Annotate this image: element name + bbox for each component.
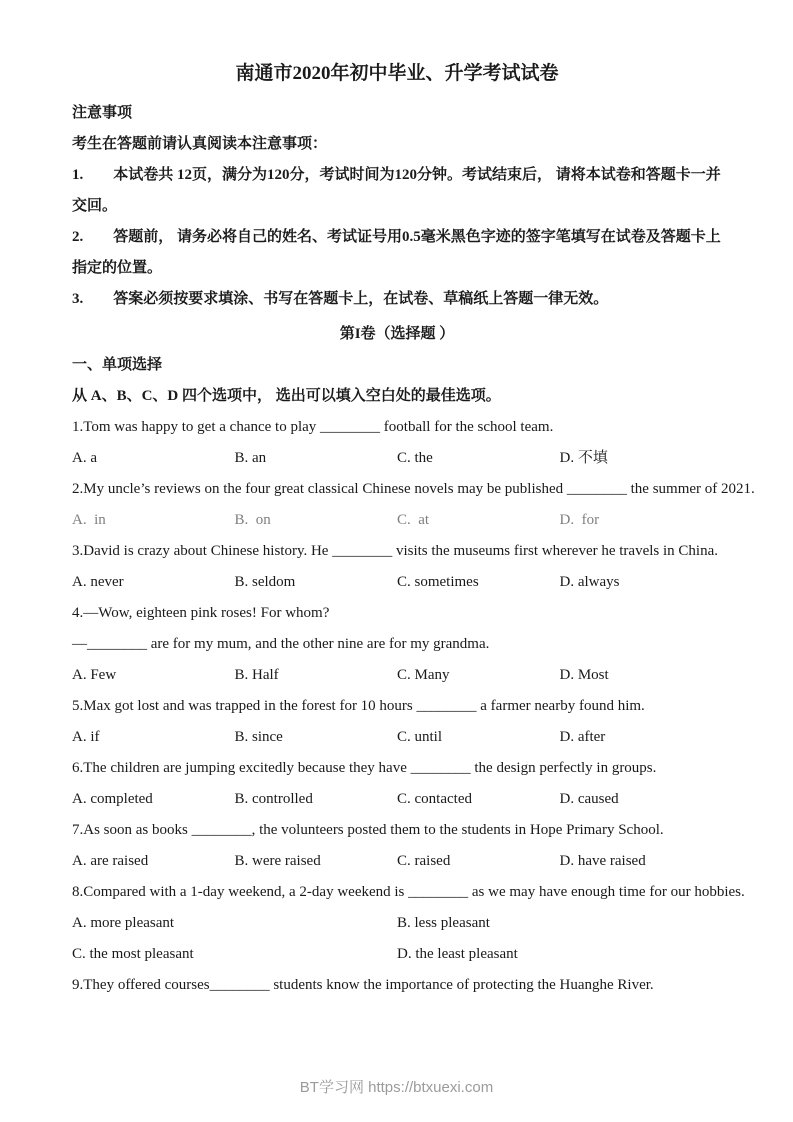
option-row bbox=[72, 722, 722, 753]
option: B. since bbox=[234, 729, 283, 745]
question-stem: 1.Tom was happy to get a chance to play ________ football for the school team. bbox=[72, 419, 554, 435]
page-title: 南通市2020年初中毕业、升学考试试卷 bbox=[235, 63, 559, 84]
option-row bbox=[72, 784, 722, 815]
option-row bbox=[72, 505, 722, 536]
option-row bbox=[72, 908, 722, 970]
part-instruction: 从 A、B、C、D 四个选项中， 选出可以填入空白处的最佳选项。 bbox=[72, 388, 501, 404]
option: B. an bbox=[234, 450, 267, 466]
option: C. the bbox=[397, 450, 433, 466]
option: B. less pleasant bbox=[397, 915, 490, 931]
option: C. at bbox=[397, 512, 430, 528]
option: A. in bbox=[72, 512, 106, 528]
question-stem: 4.—Wow, eighteen pink roses! For whom? bbox=[72, 605, 330, 621]
option: D. always bbox=[559, 574, 620, 590]
part-title: 一、单项选择 bbox=[72, 357, 163, 373]
question-stem: 3.David is crazy about Chinese history. He ________ visits the museums first wherever he travels in China. bbox=[72, 543, 718, 559]
question-stem: —________ are for my mum, and the other nine are for my grandma. bbox=[72, 636, 490, 652]
option: D. the least pleasant bbox=[397, 946, 518, 962]
notice-intro: 考生在答题前请认真阅读本注意事项： bbox=[72, 136, 328, 152]
question-2 bbox=[72, 474, 755, 536]
question-4 bbox=[72, 598, 722, 691]
option: A. Few bbox=[72, 667, 117, 683]
option: C. sometimes bbox=[397, 574, 479, 590]
option: C. the most pleasant bbox=[72, 946, 194, 962]
question-stem: 2.My uncle’s reviews on the four great classical Chinese novels may be published ________ the summer of 2021. bbox=[72, 481, 755, 497]
question-stem: 9.They offered courses________ students know the importance of protecting the Huanghe River. bbox=[72, 977, 654, 993]
option: A. more pleasant bbox=[72, 915, 175, 931]
question-8 bbox=[72, 877, 745, 970]
option: A. never bbox=[72, 574, 124, 590]
option: A. are raised bbox=[72, 853, 149, 869]
question-list bbox=[72, 412, 755, 1001]
question-7 bbox=[72, 815, 722, 877]
option: D. 不填 bbox=[559, 450, 608, 466]
option: A. a bbox=[72, 450, 97, 466]
question-stem: 7.As soon as books ________, the volunteers posted them to the students in Hope Primary School. bbox=[72, 822, 664, 838]
option: B. seldom bbox=[234, 574, 296, 590]
question-stem: 6.The children are jumping excitedly because they have ________ the design perfectly in groups. bbox=[72, 760, 657, 776]
option: D. caused bbox=[559, 791, 619, 807]
question-5 bbox=[72, 691, 722, 753]
option: B. Half bbox=[234, 667, 279, 683]
notice-item-1: 1. 本试卷共 12页，满分为120分，考试时间为120分钟。考试结束后， 请将本试卷和答题卡一并交回。 bbox=[72, 167, 721, 214]
option: A. completed bbox=[72, 791, 153, 807]
option: B. controlled bbox=[234, 791, 313, 807]
option: B. were raised bbox=[234, 853, 321, 869]
option-row bbox=[72, 660, 722, 691]
option: A. if bbox=[72, 729, 100, 745]
question-stem: 5.Max got lost and was trapped in the forest for 10 hours ________ a farmer nearby found him. bbox=[72, 698, 645, 714]
option: B. on bbox=[234, 512, 271, 528]
notice-item-2: 2. 答题前， 请务必将自己的姓名、考试证号用0.5毫米黑色字迹的签字笔填写在试卷及答题卡上指定的位置。 bbox=[72, 229, 721, 276]
option-row bbox=[72, 846, 722, 877]
option: D. Most bbox=[559, 667, 609, 683]
option: C. raised bbox=[397, 853, 451, 869]
question-9 bbox=[72, 970, 722, 1001]
notice-item-3: 3. 答案必须按要求填涂、书写在答题卡上，在试卷、草稿纸上答题一律无效。 bbox=[72, 291, 609, 307]
question-6 bbox=[72, 753, 722, 815]
option: D. for bbox=[559, 512, 600, 528]
notice-heading: 注意事项 bbox=[72, 105, 133, 121]
option: C. until bbox=[397, 729, 443, 745]
option-row bbox=[72, 443, 722, 474]
question-stem: 8.Compared with a 1-day weekend, a 2-day weekend is ________ as we may have enough time for our hobbies. bbox=[72, 884, 745, 900]
option: C. contacted bbox=[397, 791, 472, 807]
question-1 bbox=[72, 412, 722, 474]
option: D. have raised bbox=[559, 853, 646, 869]
section-title: 第I卷（选择题 ） bbox=[339, 326, 455, 342]
option: D. after bbox=[559, 729, 606, 745]
footer-watermark: BT学习网 https://btxuexi.com bbox=[299, 1079, 494, 1096]
option: C. Many bbox=[397, 667, 450, 683]
option-row bbox=[72, 567, 722, 598]
question-3 bbox=[72, 536, 722, 598]
